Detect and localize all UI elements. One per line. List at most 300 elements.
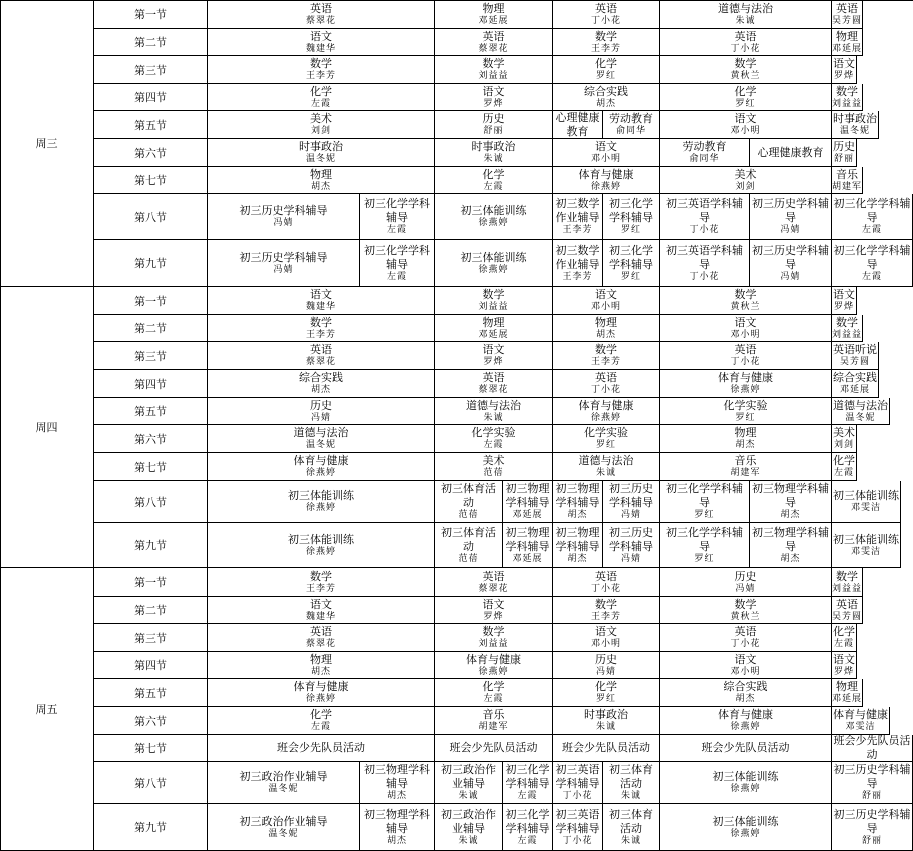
period-label bbox=[94, 679, 208, 707]
subject-name: 初三英语学科辅导 bbox=[666, 197, 743, 224]
period-label bbox=[94, 84, 208, 111]
teacher-name: 蔡翠花 bbox=[478, 583, 509, 594]
teacher-name: 左霞 bbox=[833, 639, 854, 649]
class-cell bbox=[208, 804, 360, 851]
class-cell bbox=[832, 287, 857, 315]
teacher-name: 罗烨 bbox=[483, 98, 504, 109]
class-cell bbox=[832, 342, 879, 370]
day-name: 周三 bbox=[35, 137, 58, 150]
subject-name: 英语 bbox=[482, 371, 505, 384]
class-cell bbox=[503, 481, 553, 523]
teacher-name: 吴芳圆 bbox=[832, 611, 863, 622]
class-cell bbox=[832, 84, 863, 111]
subject-name: 综合实践 bbox=[299, 371, 343, 384]
teacher-name: 邓延展 bbox=[478, 329, 509, 340]
teacher-name: 蔡翠花 bbox=[478, 43, 509, 54]
subject-name: 体育与健康 bbox=[578, 398, 634, 412]
class-cell bbox=[832, 597, 863, 624]
class-cell bbox=[208, 240, 360, 287]
teacher-name: 徐燕婷 bbox=[305, 468, 336, 478]
class-cell bbox=[435, 29, 553, 56]
teacher-name: 范蓓 bbox=[483, 468, 504, 478]
teacher-name: 邓雯洁 bbox=[845, 722, 876, 732]
teacher-name: 邓延展 bbox=[839, 385, 870, 395]
teacher-name: 左霞 bbox=[517, 835, 538, 846]
teacher-name: 黄秋兰 bbox=[730, 611, 761, 622]
teacher-name: 左霞 bbox=[483, 440, 504, 450]
teacher-name: 徐燕婷 bbox=[730, 828, 761, 839]
subject-name: 数学 bbox=[310, 569, 332, 583]
period-label bbox=[94, 624, 208, 652]
period-name: 第四节 bbox=[134, 659, 167, 672]
class-cell bbox=[553, 287, 660, 315]
teacher-name: 冯婧 bbox=[780, 225, 801, 235]
teacher-name: 温冬妮 bbox=[839, 126, 870, 136]
class-cell bbox=[435, 194, 553, 240]
subject-name: 时事政治 bbox=[584, 708, 628, 721]
subject-name: 初三化学学科辅导 bbox=[666, 525, 743, 553]
class-cell bbox=[750, 523, 832, 568]
teacher-name: 徐燕婷 bbox=[305, 694, 336, 704]
subject-name: 历史 bbox=[595, 652, 617, 666]
class-cell bbox=[553, 240, 603, 287]
subject-name: 体育与健康 bbox=[718, 708, 773, 721]
class-cell bbox=[360, 804, 435, 851]
subject-name: 初三英语学科辅导 bbox=[555, 763, 600, 790]
teacher-name: 左霞 bbox=[861, 271, 882, 282]
teacher-name: 王李芳 bbox=[562, 271, 593, 282]
class-cell bbox=[660, 453, 832, 481]
teacher-name: 邓延展 bbox=[832, 43, 863, 54]
class-cell bbox=[208, 481, 435, 523]
class-cell bbox=[660, 735, 832, 762]
teacher-name: 温冬妮 bbox=[845, 412, 876, 423]
period-name: 第四节 bbox=[134, 377, 167, 391]
period-label bbox=[94, 568, 208, 597]
class-cell bbox=[832, 370, 879, 398]
subject-name: 初三历史学科辅导 bbox=[239, 250, 328, 264]
subject-name: 初三物理学科辅导 bbox=[752, 482, 829, 509]
subject-name: 数学 bbox=[482, 57, 505, 70]
subject-name: 数学 bbox=[595, 597, 617, 611]
teacher-name: 罗烨 bbox=[483, 611, 504, 622]
subject-name: 初三化学学科辅导 bbox=[833, 197, 911, 224]
teacher-name: 俞同华 bbox=[615, 126, 646, 136]
teacher-name: 罗红 bbox=[620, 271, 641, 282]
teacher-name: 丁小花 bbox=[689, 225, 720, 235]
subject-name: 英语 bbox=[595, 569, 617, 583]
day-name: 周五 bbox=[35, 703, 58, 716]
subject-name: 英语 bbox=[310, 343, 332, 356]
period-name: 第九节 bbox=[134, 257, 167, 270]
subject-name: 初三政治作业辅导 bbox=[441, 763, 496, 790]
subject-name: 初三体能训练 bbox=[460, 204, 527, 217]
subject-name: 美术 bbox=[310, 112, 332, 125]
class-cell bbox=[208, 652, 435, 679]
subject-name: 英语听说 bbox=[833, 343, 877, 356]
class-cell bbox=[435, 762, 503, 804]
teacher-name: 徐燕婷 bbox=[478, 666, 509, 677]
class-cell bbox=[832, 56, 857, 84]
class-cell bbox=[553, 370, 660, 398]
subject-name: 道德与法治 bbox=[578, 454, 634, 467]
teacher-name: 冯婧 bbox=[780, 271, 801, 282]
teacher-name: 徐燕婷 bbox=[305, 503, 336, 513]
teacher-name: 罗红 bbox=[694, 553, 715, 564]
teacher-name: 胡杰 bbox=[735, 694, 756, 704]
subject-name: 化学 bbox=[833, 454, 855, 467]
subject-name: 数学 bbox=[734, 288, 757, 301]
class-cell bbox=[553, 597, 660, 624]
class-cell bbox=[832, 624, 857, 652]
subject-name: 物理 bbox=[836, 680, 858, 693]
class-cell bbox=[435, 652, 553, 679]
subject-name: 英语 bbox=[734, 625, 757, 638]
class-cell bbox=[832, 167, 863, 194]
teacher-name: 左霞 bbox=[833, 468, 854, 478]
teacher-name: 蔡翠花 bbox=[305, 639, 336, 649]
teacher-name: 徐燕婷 bbox=[478, 264, 509, 275]
class-cell bbox=[435, 707, 553, 735]
period-name: 第五节 bbox=[134, 405, 167, 418]
teacher-name: 邓延展 bbox=[832, 694, 863, 704]
subject-name: 初三化学学科辅导 bbox=[505, 763, 550, 790]
class-cell bbox=[435, 315, 553, 342]
teacher-name: 冯婧 bbox=[735, 583, 756, 594]
teacher-name: 邓延展 bbox=[478, 15, 509, 26]
teacher-name: 胡建军 bbox=[832, 181, 863, 192]
subject-name: 英语 bbox=[836, 597, 858, 611]
subject-name: 历史 bbox=[482, 112, 505, 125]
teacher-name: 丁小花 bbox=[730, 43, 761, 54]
teacher-name: 邓雯洁 bbox=[850, 546, 881, 557]
class-cell bbox=[832, 453, 857, 481]
subject-name: 体育与健康 bbox=[293, 454, 349, 467]
subject-name: 数学 bbox=[595, 29, 617, 43]
teacher-name: 温冬妮 bbox=[305, 154, 336, 164]
teacher-name: 左霞 bbox=[310, 722, 331, 732]
subject-name: 初三历史学科辅导 bbox=[833, 763, 911, 790]
subject-name: 化学 bbox=[310, 84, 332, 98]
subject-name: 化学 bbox=[482, 167, 505, 181]
class-cell bbox=[660, 398, 832, 425]
period-label bbox=[94, 342, 208, 370]
teacher-name: 刘益益 bbox=[832, 329, 863, 340]
class-cell bbox=[208, 56, 435, 84]
teacher-name: 刘益益 bbox=[832, 583, 863, 594]
class-cell bbox=[832, 240, 913, 287]
subject-name: 语文 bbox=[833, 57, 855, 70]
teacher-name: 胡杰 bbox=[735, 440, 756, 450]
subject-name: 初三历史学科辅导 bbox=[752, 243, 829, 271]
period-label bbox=[94, 597, 208, 624]
period-label bbox=[94, 315, 208, 342]
class-cell bbox=[660, 29, 832, 56]
class-cell bbox=[208, 29, 435, 56]
class-cell bbox=[660, 762, 832, 804]
teacher-name: 魏建华 bbox=[305, 43, 336, 54]
subject-name: 英语 bbox=[482, 29, 505, 43]
teacher-name: 罗烨 bbox=[833, 71, 854, 81]
class-cell bbox=[832, 735, 913, 762]
class-cell bbox=[435, 167, 553, 194]
subject-name: 物理 bbox=[310, 652, 332, 666]
teacher-name: 蔡翠花 bbox=[305, 357, 336, 367]
teacher-name: 魏建华 bbox=[305, 302, 336, 312]
class-cell bbox=[503, 523, 553, 568]
subject-name: 历史 bbox=[734, 569, 757, 583]
teacher-name: 邓小明 bbox=[590, 639, 621, 649]
subject-name: 化学 bbox=[595, 680, 617, 693]
subject-name: 英语 bbox=[482, 569, 505, 583]
subject-name: 体育与健康 bbox=[293, 680, 349, 693]
teacher-name: 邓小明 bbox=[730, 329, 761, 340]
subject-name: 时事政治 bbox=[299, 140, 343, 153]
period-name: 第五节 bbox=[134, 118, 167, 132]
subject-name: 英语 bbox=[734, 29, 757, 43]
subject-name: 语文 bbox=[833, 288, 855, 301]
teacher-name: 吴芳圆 bbox=[832, 15, 863, 26]
period-name: 第四节 bbox=[134, 91, 167, 104]
teacher-name: 胡杰 bbox=[595, 329, 616, 340]
teacher-name: 徐燕婷 bbox=[590, 412, 621, 423]
teacher-name: 朱诚 bbox=[595, 722, 616, 732]
teacher-name: 朱诚 bbox=[483, 412, 504, 423]
teacher-name: 王李芳 bbox=[305, 329, 336, 340]
class-cell bbox=[208, 568, 435, 597]
class-cell bbox=[208, 597, 435, 624]
subject-name: 初三物理学科辅导 bbox=[555, 525, 600, 553]
period-name: 第三节 bbox=[134, 63, 167, 77]
subject-name: 语文 bbox=[310, 597, 332, 611]
class-cell bbox=[553, 523, 603, 568]
subject-name: 初三物理学科辅导 bbox=[505, 525, 550, 553]
subject-name: 初三化学学科辅导 bbox=[364, 243, 430, 271]
class-cell bbox=[832, 481, 901, 523]
teacher-name: 冯婧 bbox=[620, 553, 641, 564]
class-cell bbox=[660, 0, 832, 29]
class-cell bbox=[435, 679, 553, 707]
class-cell bbox=[435, 453, 553, 481]
subject-name: 初三体能训练 bbox=[460, 250, 527, 264]
period-name: 第六节 bbox=[134, 146, 167, 160]
subject-name: 化学实验 bbox=[723, 398, 768, 412]
period-name: 第七节 bbox=[134, 742, 167, 755]
class-cell bbox=[750, 194, 832, 240]
class-cell bbox=[208, 425, 435, 453]
subject-name: 劳动教育 bbox=[682, 140, 727, 153]
class-cell bbox=[208, 624, 435, 652]
class-cell bbox=[660, 425, 832, 453]
subject-name: 语文 bbox=[482, 84, 505, 98]
period-name: 第六节 bbox=[134, 432, 167, 446]
teacher-name: 罗烨 bbox=[833, 302, 854, 312]
teacher-name: 邓小明 bbox=[590, 154, 621, 164]
period-label bbox=[94, 804, 208, 851]
class-cell bbox=[832, 523, 901, 568]
subject-name: 语文 bbox=[734, 112, 757, 125]
teacher-name: 胡建军 bbox=[478, 722, 509, 732]
subject-name: 初三物理学科辅导 bbox=[505, 482, 550, 509]
period-label bbox=[94, 481, 208, 523]
class-cell bbox=[553, 111, 603, 139]
teacher-name: 朱诚 bbox=[458, 791, 479, 801]
teacher-name: 刘益益 bbox=[832, 98, 863, 109]
subject-name: 语文 bbox=[734, 315, 757, 329]
class-cell bbox=[435, 370, 553, 398]
class-cell bbox=[360, 762, 435, 804]
class-cell bbox=[435, 804, 503, 851]
subject-name: 历史 bbox=[833, 140, 855, 153]
teacher-name: 胡杰 bbox=[567, 510, 588, 520]
subject-name: 物理 bbox=[310, 167, 332, 181]
subject-name: 美术 bbox=[482, 454, 505, 467]
class-cell bbox=[553, 194, 603, 240]
teacher-name: 温冬妮 bbox=[268, 784, 299, 794]
class-cell bbox=[208, 735, 435, 762]
subject-name: 初三历史学科辅导 bbox=[239, 204, 328, 217]
period-label bbox=[94, 111, 208, 139]
subject-name: 初三英语学科辅导 bbox=[555, 807, 600, 835]
period-label bbox=[94, 29, 208, 56]
class-cell bbox=[603, 523, 660, 568]
teacher-name: 黄秋兰 bbox=[730, 302, 761, 312]
period-label bbox=[94, 425, 208, 453]
class-cell bbox=[832, 29, 863, 56]
teacher-name: 左霞 bbox=[386, 271, 407, 282]
teacher-name: 胡杰 bbox=[567, 553, 588, 564]
subject-name: 语文 bbox=[310, 288, 332, 301]
class-cell bbox=[360, 240, 435, 287]
subject-name: 初三化学学科辅导 bbox=[609, 197, 653, 224]
subject-name: 初三政治作业辅导 bbox=[239, 770, 328, 783]
subject-name: 美术 bbox=[734, 167, 757, 181]
subject-name: 初三化学学科辅导 bbox=[505, 807, 550, 835]
subject-name: 物理 bbox=[595, 315, 617, 329]
teacher-name: 邓小明 bbox=[730, 666, 761, 677]
teacher-name: 舒丽 bbox=[861, 791, 882, 801]
period-label bbox=[94, 707, 208, 735]
subject-name: 初三体能训练 bbox=[288, 489, 354, 502]
teacher-name: 丁小花 bbox=[590, 385, 621, 395]
class-cell bbox=[208, 453, 435, 481]
period-label bbox=[94, 194, 208, 240]
subject-name: 音乐 bbox=[482, 708, 505, 721]
teacher-name: 丁小花 bbox=[730, 639, 761, 649]
subject-name: 化学 bbox=[310, 708, 332, 721]
subject-name: 语文 bbox=[595, 288, 617, 301]
class-cell bbox=[553, 652, 660, 679]
class-cell bbox=[660, 707, 832, 735]
teacher-name: 王李芳 bbox=[590, 357, 621, 367]
teacher-name: 冯婧 bbox=[273, 218, 294, 228]
teacher-name: 罗红 bbox=[595, 71, 616, 81]
period-name: 第九节 bbox=[134, 539, 167, 552]
class-cell bbox=[360, 194, 435, 240]
subject-name: 物理 bbox=[482, 315, 505, 329]
class-cell bbox=[553, 679, 660, 707]
subject-name: 初三政治作业辅导 bbox=[239, 814, 328, 828]
period-name: 第八节 bbox=[134, 776, 167, 790]
subject-name: 数学 bbox=[482, 625, 505, 638]
class-cell bbox=[553, 84, 660, 111]
period-name: 第一节 bbox=[134, 8, 167, 21]
subject-name: 历史 bbox=[310, 398, 332, 412]
subject-name: 数学 bbox=[836, 84, 858, 98]
teacher-name: 左霞 bbox=[386, 225, 407, 235]
period-name: 第九节 bbox=[134, 821, 167, 834]
subject-name: 班会少先队员活动 bbox=[449, 741, 538, 754]
class-cell bbox=[553, 0, 660, 29]
teacher-name: 左霞 bbox=[483, 181, 504, 192]
subject-name: 物理 bbox=[482, 1, 505, 15]
teacher-name: 舒丽 bbox=[483, 126, 504, 136]
class-cell bbox=[603, 111, 660, 139]
class-cell bbox=[553, 804, 603, 851]
class-cell bbox=[832, 139, 857, 167]
class-cell bbox=[208, 707, 435, 735]
subject-name: 初三体能训练 bbox=[712, 770, 779, 783]
subject-name: 物理 bbox=[734, 426, 757, 439]
class-cell bbox=[832, 425, 857, 453]
subject-name: 初三数学作业辅导 bbox=[555, 243, 600, 271]
class-cell bbox=[832, 315, 863, 342]
teacher-name: 左霞 bbox=[483, 694, 504, 704]
teacher-name: 胡杰 bbox=[310, 385, 331, 395]
class-cell bbox=[660, 342, 832, 370]
teacher-name: 范蓓 bbox=[458, 553, 479, 564]
class-cell bbox=[553, 707, 660, 735]
teacher-name: 罗红 bbox=[620, 225, 641, 235]
teacher-name: 胡杰 bbox=[386, 791, 407, 801]
class-cell bbox=[660, 370, 832, 398]
teacher-name: 冯婧 bbox=[595, 666, 616, 677]
subject-name: 初三英语学科辅导 bbox=[666, 243, 743, 271]
class-cell bbox=[208, 194, 360, 240]
period-name: 第七节 bbox=[134, 460, 167, 474]
class-cell bbox=[553, 624, 660, 652]
teacher-name: 邓延展 bbox=[512, 553, 543, 564]
class-cell bbox=[832, 804, 913, 851]
class-cell bbox=[435, 481, 503, 523]
subject-name: 数学 bbox=[734, 597, 757, 611]
class-cell bbox=[750, 240, 832, 287]
class-cell bbox=[553, 398, 660, 425]
period-name: 第六节 bbox=[134, 714, 167, 728]
teacher-name: 徐燕婷 bbox=[305, 546, 336, 557]
subject-name: 综合实践 bbox=[723, 680, 768, 693]
class-cell bbox=[435, 735, 553, 762]
period-name: 第八节 bbox=[134, 210, 167, 224]
teacher-name: 蔡翠花 bbox=[305, 15, 336, 26]
subject-name: 道德与法治 bbox=[466, 398, 521, 412]
subject-name: 英语 bbox=[836, 1, 858, 15]
period-name: 第八节 bbox=[134, 495, 167, 509]
subject-name: 化学 bbox=[482, 680, 505, 693]
subject-name: 数学 bbox=[734, 57, 757, 70]
class-cell bbox=[832, 652, 857, 679]
teacher-name: 王李芳 bbox=[562, 225, 593, 235]
teacher-name: 徐燕婷 bbox=[478, 218, 509, 228]
subject-name: 化学实验 bbox=[471, 426, 516, 439]
subject-name: 心理健康教育 bbox=[757, 145, 824, 159]
subject-name: 劳动教育 bbox=[609, 112, 653, 125]
subject-name: 体育与健康 bbox=[466, 652, 521, 666]
class-cell bbox=[603, 762, 660, 804]
subject-name: 班会少先队员活动 bbox=[562, 741, 650, 754]
period-name: 第二节 bbox=[134, 322, 167, 335]
teacher-name: 刘剑 bbox=[735, 181, 756, 192]
